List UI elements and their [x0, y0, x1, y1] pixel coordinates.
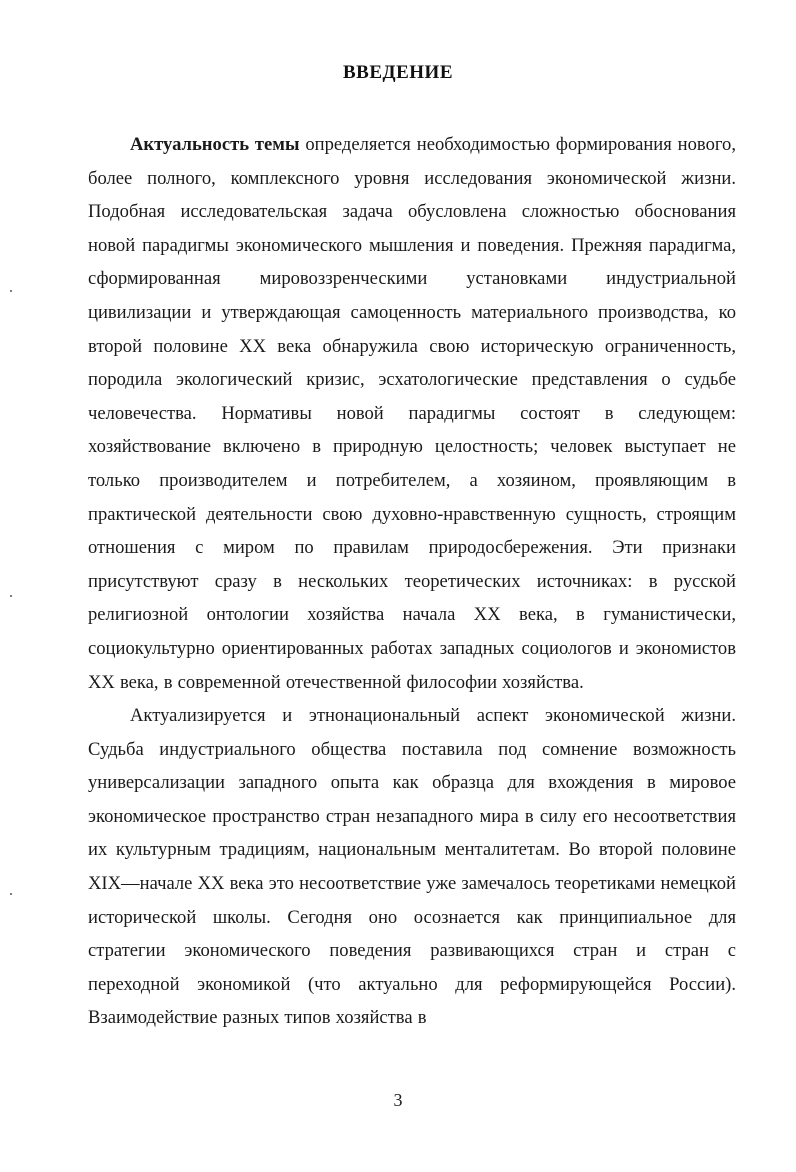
page-number: 3 — [393, 1090, 403, 1110]
paragraph-text: Актуализируется и этнонациональный аспект экономической жизни. Судьба индустриального общества поставила под сомнение возможность универсализации западного опыта как образца для вхождения в мировое экономическое пространство стран незападного мира в силу его несоответствия их культурным традициям, национальным менталитетам. Во второй половине XIX—начале XX века это несоответствие уже замечалось теоретиками немецкой исторической школы. Сегодня оно осознается как принципиальное для стратегии экономического поведения развивающихся стран и стран с переходной экономикой (что актуально для реформирующейся России). Взаимодействие разных типов хозяйства в — [88, 705, 736, 1029]
body-text — [88, 128, 736, 1035]
paragraph-relevance — [88, 128, 736, 699]
scan-speck — [10, 290, 12, 292]
scan-speck — [10, 595, 12, 597]
paragraph-text: определяется необходимостью формирования нового, более полного, комплексного уровня исследования экономической жизни. Подобная исследовательская задача обусловлена сложностью обоснования новой парадигмы экономического мышления и поведения. Прежняя парадигма, сформированная мировоззренческими установками индустриальной цивилизации и утверждающая самоценность материального производства, ко второй половине XX века обнаружила свою историческую ограниченность, породила экологический кризис, эсхатологические представления о судьбе человечества. Нормативы новой парадигмы состоят в следующем: хозяйствование включено в природную целостность; человек выступает не только производителем и потребителем, а хозяином, проявляющим в практической деятельности свою духовно-нравственную сущность, строящим отношения с миром по правилам природосбережения. Эти признаки присутствуют сразу в нескольких теоретических источниках: в русской религиозной онтологии хозяйства начала XX века, в гуманистически, социокультурно ориентированных работах западных социологов и экономистов XX века, в современной отечественной философии хозяйства. — [88, 134, 736, 693]
scan-speck — [10, 893, 12, 895]
paragraph-ethnonational — [88, 699, 736, 1035]
paragraph-lead-term: Актуальность темы — [130, 134, 300, 155]
page-title: ВВЕДЕНИЕ — [343, 62, 453, 83]
